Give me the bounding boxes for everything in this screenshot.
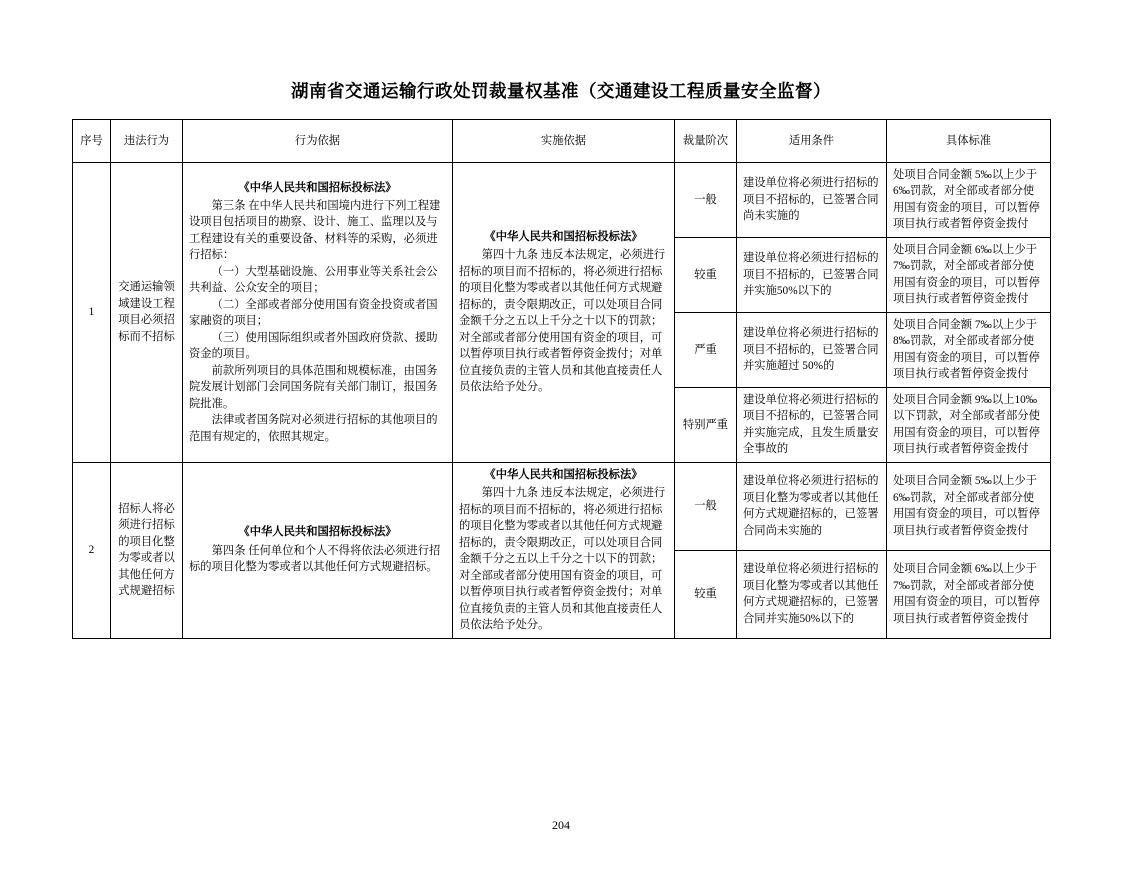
- cell-act: 招标人将必须进行招标的项目化整为零或者以其他任何方式规避招标: [111, 462, 183, 638]
- cell-standard: 处项目合同金额 7‰以上少于 8‰罚款，对全部或者部分使用国有资金的项目，可以暂停项目执行或者暂停资金拨付: [887, 312, 1051, 387]
- basis-para: 法律或者国务院对必须进行招标的其他项目的范围有规定的，依照其规定。: [189, 414, 438, 443]
- table-row: [73, 163, 1051, 238]
- cell-condition: 建设单位将必须进行招标的项目化整为零或者以其他任何方式规避招标的，已签署合同尚未实施的: [737, 462, 887, 550]
- cell-impl: [453, 163, 675, 463]
- document-page: [0, 78, 1122, 871]
- basis-title: 《中华人民共和国招标投标法》: [238, 181, 397, 194]
- cell-standard: 处项目合同金额 9‰以上10‰以下罚款，对全部或者部分使用国有资金的项目，可以暂停项目执行或者暂停资金拨付: [887, 387, 1051, 462]
- cell-standard: 处项目合同金额 6‰以上少于 7‰罚款，对全部或者部分使用国有资金的项目，可以暂停项目执行或者暂停资金拨付: [887, 237, 1051, 312]
- impl-title: 《中华人民共和国招标投标法》: [484, 230, 643, 243]
- impl-para: 第四十九条 违反本法规定，必须进行招标的项目而不招标的，将必须进行招标的项目化整为零或者以其他任何方式规避招标的，责令限期改正，可以处项目合同金额千分之五以上千分之十以下的罚款；对全部或者部分使用国有资金的项目，可以暂停项目执行或者暂停资金拨付；对单位直接负责的主管人员和其他直接责任人员依法给予处分。: [459, 249, 666, 394]
- cell-basis: [183, 163, 453, 463]
- basis-para: 第四条 任何单位和个人不得将依法必须进行招标的项目化整为零或者以其他任何方式规避招标。: [189, 544, 441, 574]
- header-standard: 具体标准: [887, 120, 1051, 163]
- discretion-standards-table: [72, 119, 1051, 639]
- header-level: 裁量阶次: [675, 120, 737, 163]
- cell-seq: 2: [73, 462, 111, 638]
- impl-title: 《中华人民共和国招标投标法》: [484, 468, 643, 481]
- cell-condition: 建设单位将必须进行招标的项目不招标的，已签署合同尚未实施的: [737, 163, 887, 238]
- table-row: [73, 462, 1051, 550]
- cell-act: 交通运输领域建设工程项目必须招标而不招标: [111, 163, 183, 463]
- cell-level: 严重: [675, 312, 737, 387]
- cell-seq: 1: [73, 163, 111, 463]
- cell-condition: 建设单位将必须进行招标的项目化整为零或者以其他任何方式规避招标的，已签署合同并实施50%以下的: [737, 550, 887, 638]
- cell-impl: [453, 462, 675, 638]
- basis-title: 《中华人民共和国招标投标法》: [238, 526, 397, 539]
- cell-condition: 建设单位将必须进行招标的项目不招标的，已签署合同并实施完成，且发生质量安全事故的: [737, 387, 887, 462]
- cell-standard: 处项目合同金额 6‰以上少于 7‰罚款，对全部或者部分使用国有资金的项目，可以暂停项目执行或者暂停资金拨付: [887, 550, 1051, 638]
- header-seq: 序号: [73, 120, 111, 163]
- basis-para: （二）全部或者部分使用国有资金投资或者国家融资的项目；: [189, 298, 438, 328]
- cell-condition: 建设单位将必须进行招标的项目不招标的，已签署合同并实施超过 50%的: [737, 312, 887, 387]
- page-number: 204: [552, 818, 570, 832]
- cell-basis: [183, 462, 453, 638]
- cell-level: 特别严重: [675, 387, 737, 462]
- page-title: 湖南省交通运输行政处罚裁量权基准（交通建设工程质量安全监督）: [291, 81, 831, 101]
- cell-standard: 处项目合同金额 5‰以上少于 6‰罚款，对全部或者部分使用国有资金的项目，可以暂停项目执行或者暂停资金拨付: [887, 462, 1051, 550]
- cell-level: 一般: [675, 163, 737, 238]
- header-condition: 适用条件: [737, 120, 887, 163]
- table-header-row: [73, 120, 1051, 163]
- cell-level: 一般: [675, 462, 737, 550]
- header-act: 违法行为: [111, 120, 183, 163]
- cell-level: 较重: [675, 237, 737, 312]
- header-basis: 行为依据: [183, 120, 453, 163]
- cell-level: 较重: [675, 550, 737, 638]
- basis-para: 第三条 在中华人民共和国境内进行下列工程建设项目包括项目的勘察、设计、施工、监理以及与工程建设有关的重要设备、材料等的采购，必须进行招标：: [189, 199, 441, 262]
- cell-condition: 建设单位将必须进行招标的项目不招标的，已签署合同并实施50%以下的: [737, 237, 887, 312]
- basis-para: （三）使用国际组织或者外国政府贷款、援助资金的项目。: [189, 331, 438, 361]
- header-impl: 实施依据: [453, 120, 675, 163]
- impl-para: 第四十九条 违反本法规定，必须进行招标的项目而不招标的，将必须进行招标的项目化整为零或者以其他任何方式规避招标的，责令限期改正，可以处项目合同金额千分之五以上千分之十以下的罚款；对全部或者部分使用国有资金的项目，可以暂停项目执行或者暂停资金拨付；对单位直接负责的主管人员和其他直接责任人员依法给予处分。: [459, 487, 666, 632]
- basis-para: （一）大型基础设施、公用事业等关系社会公共利益、公众安全的项目；: [189, 265, 438, 295]
- cell-standard: 处项目合同金额 5‰以上少于6‰罚款，对全部或者部分使用国有资金的项目，可以暂停项目执行或者暂停资金拨付: [887, 163, 1051, 238]
- basis-para: 前款所列项目的具体范围和规模标准，由国务院发展计划部门会同国务院有关部门制订，报国务院批准。: [189, 364, 438, 410]
